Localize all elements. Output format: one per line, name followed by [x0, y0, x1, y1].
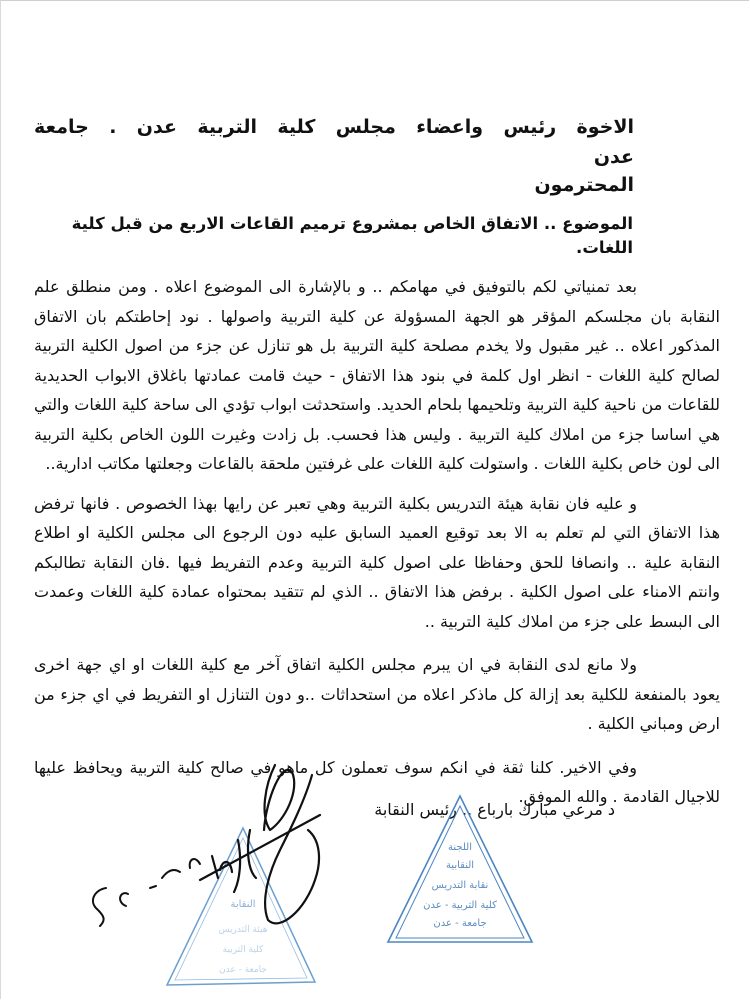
- svg-text:كلية التربية: كلية التربية: [222, 945, 264, 955]
- paragraph-2: [34, 489, 720, 637]
- paragraph-1: [34, 272, 720, 479]
- addressee-line: الاخوة رئيس واعضاء مجلس كلية التربية عدن . جامعة عدن: [34, 116, 634, 168]
- svg-text:هيئة التدريس: هيئة التدريس: [218, 925, 268, 935]
- stamp-line-4: كلية التربية - عدن: [423, 900, 497, 911]
- signer-name: د مرعي مبارك بارباع .. رئيس النقابة: [374, 800, 615, 819]
- union-stamp: [385, 792, 535, 952]
- stamp-line-1: اللجنة: [448, 842, 472, 853]
- paragraph-3: [34, 650, 720, 739]
- signature-scribble-icon: [70, 760, 340, 960]
- stamp-line-3: نقابة التدريس: [431, 880, 489, 891]
- paragraph-4-text: وفي الاخير. كلنا ثقة في انكم سوف تعملون كل ماهو في صالح كلية التربية ويحافظ عليها للاجيال القادمة . والله الموفق.: [34, 757, 720, 806]
- paragraph-3-text: ولا مانع لدى النقابة في ان يبرم مجلس الكلية اتفاق آخر مع كلية اللغات او اي جهة اخرى يعود بالمنفعة للكلية بعد إزالة كل ماذكر اعلاه من استحداثات ..و دون التنازل او التفريط في اي جزء من ارض ومباني الكلية .: [34, 655, 720, 733]
- letter-subject: الموضوع .. الاتفاق الخاص بمشروع ترميم القاعات الاربع من قبل كلية اللغات.: [71, 214, 633, 257]
- letter-body: [34, 112, 720, 812]
- svg-text:النقابة: النقابة: [230, 899, 256, 910]
- stamp-line-2: النقابية: [445, 860, 475, 871]
- paragraph-1-text: بعد تمنياتي لكم بالتوفيق في مهامكم .. و بالإشارة الى الموضوع اعلاه . ومن منطلق علم النقابة بان مجلسكم المؤقر هو الجهة المسؤولة عن كلية التربية واصولها . نود إحاطتكم بان الاتفاق المذكور اعلاه .. غير مقبول ولا يخدم مصلحة كلية التربية بل هو تنازل عن جزء من اصول الكلية التربية لصالح كلية اللغات - انظر اول كلمة في بنود هذا الاتفاق - حيث قامت عمادتها باغلاق الابواب الحديدية للقاعات من ناحية كلية التربية وتلحيمها بلحام الحديد. واستحدثت ابواب تؤدي الى ساحة كلية اللغات والتي هي اساسا جزء من املاك كلية التربية . وليس هذا فحسب. بل زادت وغيرت اللون الخاص بكلية التربية الى لون خاص بكلية اللغات . واستولت كلية اللغات على غرفتين ملحقة بالقاعات وجعلتها مكاتب ادارية..: [34, 277, 720, 473]
- stamp-line-5: جامعة - عدن: [433, 918, 487, 929]
- svg-text:جامعة - عدن: جامعة - عدن: [219, 965, 267, 975]
- paragraph-2-text: و عليه فان نقابة هيئة التدريس بكلية التربية وهي تعبر عن رايها بهذا الخصوص . فانها ترفض هذا الاتفاق التي لم تعلم به الا بعد توقيع العميد السابق عليه دون الرجوع الى مجلس الكلية او اطلاع النقابة علية .. وانصافا للحق وحفاظا على اصول كلية التربية وعدم التفريط فيها .فان النقابة تطالبكم وانتم الامناء على اصول الكلية . برفض هذا الاتفاق .. الذي لم تتقيد بمحتواه عمادة كلية اللغات وعمدت الى البسط على جزء من املاك كلية التربية ..: [34, 493, 720, 631]
- addressee-salutation: المحترمون: [534, 174, 634, 196]
- handwritten-signature: [70, 760, 340, 960]
